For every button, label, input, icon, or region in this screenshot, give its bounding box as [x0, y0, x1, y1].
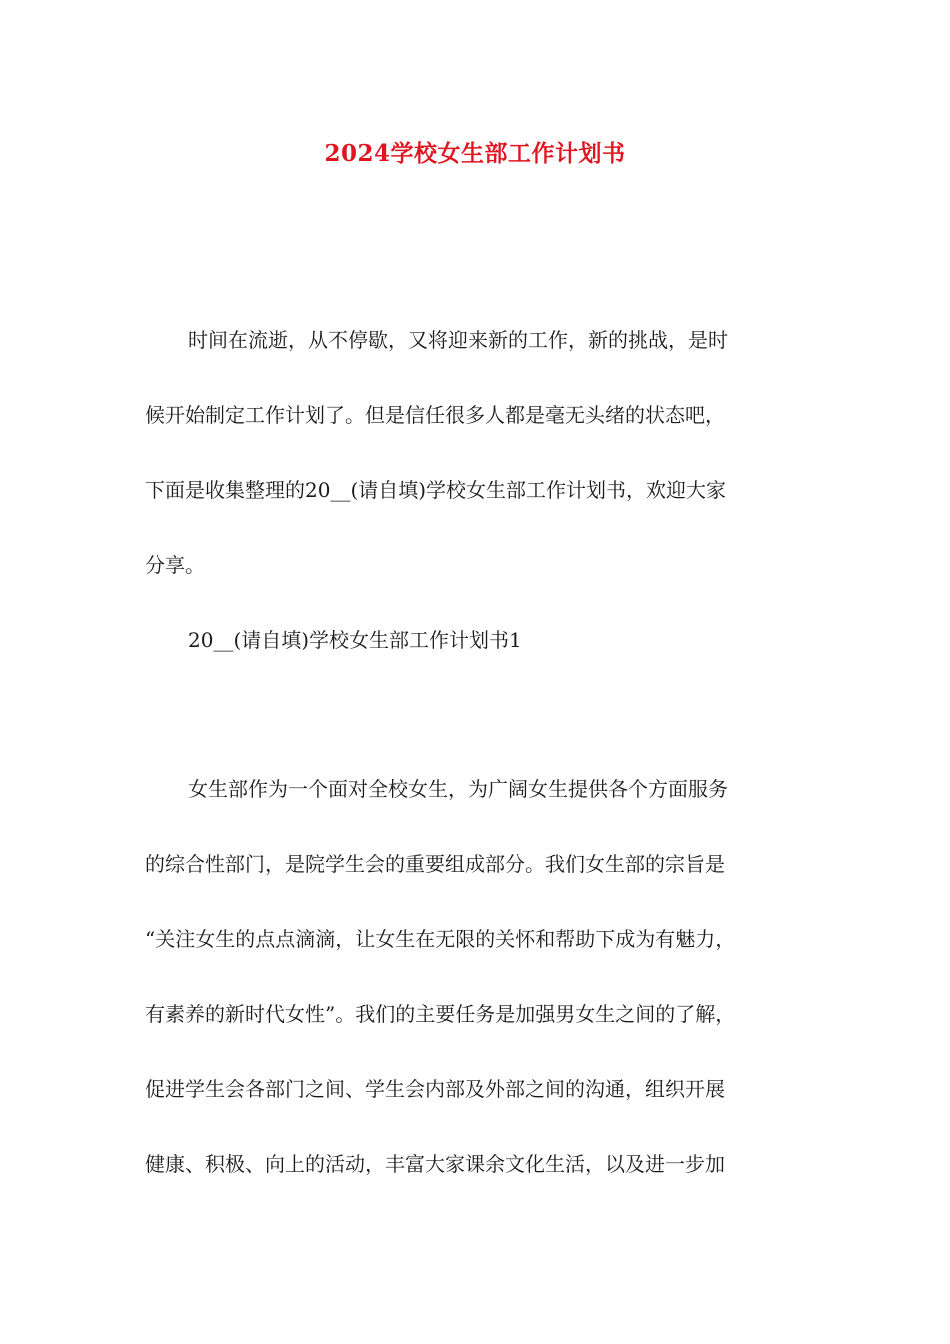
paragraph-line: 健康、积极、向上的活动，丰富大家课余文化生活，以及进一步加 — [145, 1152, 725, 1176]
paragraph-line: 有素养的新时代女性”。我们的主要任务是加强男女生之间的了解， — [145, 1002, 736, 1026]
section-heading: 20__(请自填)学校女生部工作计划书1 — [188, 628, 522, 652]
paragraph-line: 分享。 — [145, 553, 205, 577]
paragraph-line: 的综合性部门，是院学生会的重要组成部分。我们女生部的宗旨是 — [145, 852, 725, 876]
paragraph-line: “关注女生的点点滴滴，让女生在无限的关怀和帮助下成为有魅力， — [145, 927, 736, 951]
paragraph-line: 下面是收集整理的20__(请自填)学校女生部工作计划书，欢迎大家 — [145, 478, 727, 502]
paragraph-line: 候开始制定工作计划了。但是信任很多人都是毫无头绪的状态吧， — [145, 403, 725, 427]
paragraph-line: 时间在流逝，从不停歇，又将迎来新的工作，新的挑战，是时 — [188, 328, 728, 352]
paragraph-line: 促进学生会各部门之间、学生会内部及外部之间的沟通，组织开展 — [145, 1077, 725, 1101]
paragraph-line: 女生部作为一个面对全校女生，为广阔女生提供各个方面服务 — [188, 777, 728, 801]
document-title: 2024学校女生部工作计划书 — [324, 140, 626, 167]
